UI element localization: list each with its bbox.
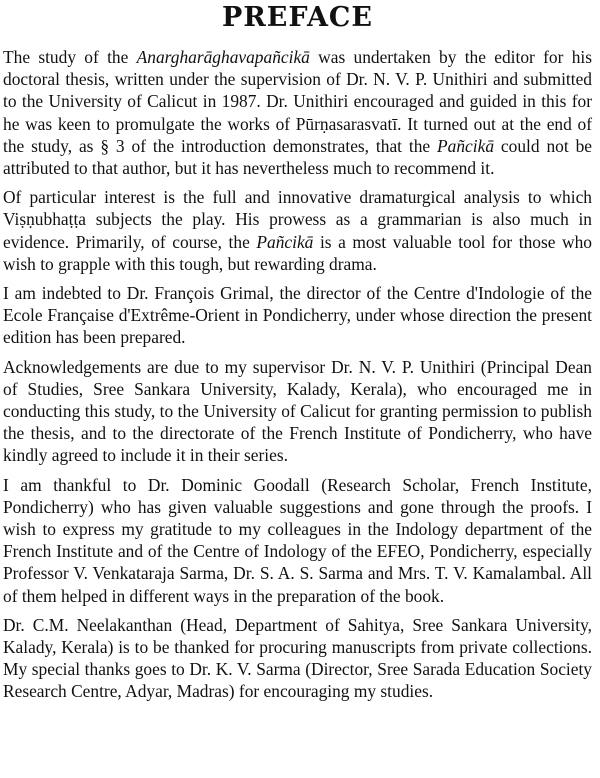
paragraph-4: [3, 356, 592, 467]
text-run: Acknowledgements are due to my supervisor Dr. N. V. P. Unithiri (Principal Dean of Studies, Sree Sankara University, Kalady, Kerala), who encouraged me in conducting this study, to the University of Calicut for granting permission to publish the thesis, and to the directorate of the French Institute of Pondicherry, who have kindly agreed to include it in their series.: [3, 356, 592, 466]
paragraph-5: [3, 474, 592, 607]
text-run: Of particular interest is the full and innovative dramaturgical analysis to which Viṣṇubhaṭṭa subjects the play. His prowess as a grammarian is also much in evidence. Primarily, of course, the: [3, 187, 592, 252]
text-run: was undertaken by the editor for his doctoral thesis, written under the supervision of Dr. N. V. P. Unithiri and submitted to the University of Calicut in 1987. Dr. Unithiri encouraged and guided in this for he was keen to promulgate the works of Pūrṇasarasvatī. It turned out at the end of the study, as § 3 of the introduction demonstrates, that the: [3, 47, 592, 156]
text-run-italic: Pañcikā: [437, 135, 495, 156]
paragraph-3: [3, 282, 592, 349]
text-run: I am thankful to Dr. Dominic Goodall (Research Scholar, French Institute, Pondicherry) who has given valuable suggestions and gone through the proofs. I wish to express my gratitude to my colleagues in the Indology department of the French Institute and of the Centre of Indology of the EFEO, Pondicherry, especially Professor V. Venkataraja Sarma, Dr. S. A. S. Sarma and Mrs. T. V. Kamalambal. All of them helped in different ways in the preparation of the book.: [3, 474, 592, 606]
paragraph-6: [3, 614, 592, 703]
paragraph-1: [3, 46, 592, 179]
paragraph-2: [3, 186, 592, 275]
text-run: Dr. C.M. Neelakanthan (Head, Department of Sahitya, Sree Sankara University, Kalady, Kerala) is to be thanked for procuring manuscripts from private collections. My special thanks goes to Dr. K. V. Sarma (Director, Sree Sarada Education Society Research Centre, Adyar, Madras) for encouraging my studies.: [3, 614, 592, 702]
page-title: PREFACE: [222, 2, 373, 33]
text-run: I am indebted to Dr. François Grimal, the director of the Centre d'Indologie of the Ecole Française d'Extrême-Orient in Pondicherry, under whose direction the present edition has been prepared.: [3, 283, 592, 348]
text-run: is a most valuable tool for those who wish to grapple with this tough, but rewarding drama.: [3, 231, 592, 274]
text-run: could not be attributed to that author, but it has nevertheless much to recommend it.: [3, 135, 592, 179]
text-run: The study of the: [3, 47, 137, 67]
text-run-italic: Pañcikā: [256, 231, 314, 252]
text-run-italic: Anargharāghavapañcikā: [136, 47, 310, 67]
